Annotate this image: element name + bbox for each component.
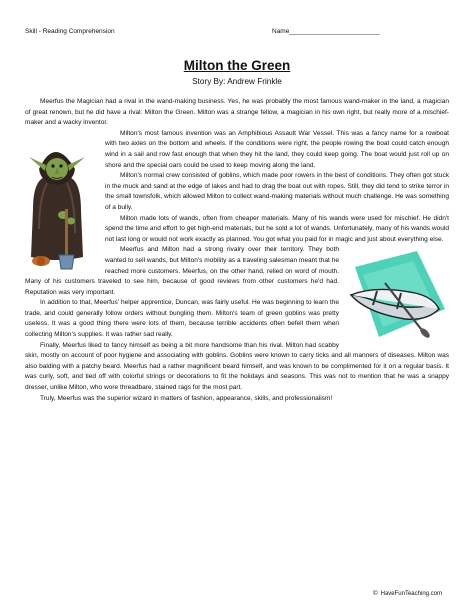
skill-label: Skill - Reading Comprehension xyxy=(25,28,115,35)
paragraph-4: Milton made lots of wands, often from cheaper materials. Many of his wands were used for mischief. He didn't spend the time and effort to get high-end materials, but he sold a lot of wands. Unfortunately, many of his wands would not last long or would not work exactly as planned. You got what you paid for in magic and just about everything else. xyxy=(105,214,449,243)
paragraph-1: Meerfus the Magician had a rival in the wand-making business. Yes, he was probably the most famous wand-maker in the land, a magician of great renown, but he did have a rival: Milton the Green. Milton was a strange fellow, a magician in his own right, but really more of a mischief-maker and a wacky inventor. xyxy=(25,98,449,127)
story-title: Milton the Green xyxy=(183,58,291,73)
story-body xyxy=(25,97,449,404)
paragraph-2: Milton's most famous invention was an Amphibious Assault War Vessel. This was a fancy name for a rowboat with two axles on the bottom and wheels. If the conditions were right, the people rowing the boat could catch enough wind in a sail and row fast enough that when they hit the land, they could keep going. The boat would just roll up on shore and the special oars could be used to keep moving along the land. xyxy=(105,129,449,169)
boat-illustration xyxy=(345,249,449,342)
worksheet-header xyxy=(25,28,449,38)
paragraph-5: Meerfus and Milton had a strong rivalry over their territory. They both wanted to sell wands, but Milton's mobility as a traveling salesman meant that he reached more customers. Meerfus, on the other hand, relied on word of mouth. Many of his customers traveled to see him, because of good reviews from other customers he'd had. Reputation was very important. xyxy=(25,246,339,296)
name-label: Name xyxy=(272,28,290,35)
story-byline: Story By: Andrew Frinkle xyxy=(192,77,282,86)
name-field xyxy=(272,28,380,35)
paragraph-3: Milton's normal crew consisted of goblins, which made poor rowers in the best of conditions. They often got stuck in the muck and sand at the edge of lakes and had to drag the boat out with ropes. Still, they did tend to strike terror in the small townsfolk, which allowed Milton to collect wand-making materials without much challenge. He was something of a bully. xyxy=(105,172,449,211)
paragraph-8: Truly, Meerfus was the superior wizard in matters of fashion, appearance, skills, and professionalism! xyxy=(40,394,333,402)
name-line: _________________________ xyxy=(289,28,380,35)
paragraph-7: Finally, Meerfus liked to fancy himself as being a bit more handsome than his rival. Milton had scabby skin, mostly on account of poor hygiene and associating with goblins. Goblins were known to carry ticks and all manners of diseases. Milton was also balding with a patchy beard. Meerfus had a rather magnificent beard himself, and was known to be complimented for it on a regular basis. It was curly, soft, and tied off with colorful strings or decorations to fit the holidays and seasons. This was not to mention that he was a snappy dresser, unlike Milton, who wore threadbare, stained rags for the most part. xyxy=(25,341,449,392)
site-name: HaveFunTeaching.com xyxy=(380,590,442,597)
goblin-illustration xyxy=(25,129,101,272)
copyright-icon: © xyxy=(372,590,378,597)
paragraph-6: In addition to that, Meerfus' helper apprentice, Duncan, was fairly useful. He was beginning to learn the trade, and could generally follow orders without bungling them. Milton's team of green goblins was pretty useless. It was a good thing there were lots of them, because terrible accidents often befell them when collecting Milton's supplies. It was rather sad really. xyxy=(25,299,339,339)
site-footer xyxy=(373,590,442,597)
